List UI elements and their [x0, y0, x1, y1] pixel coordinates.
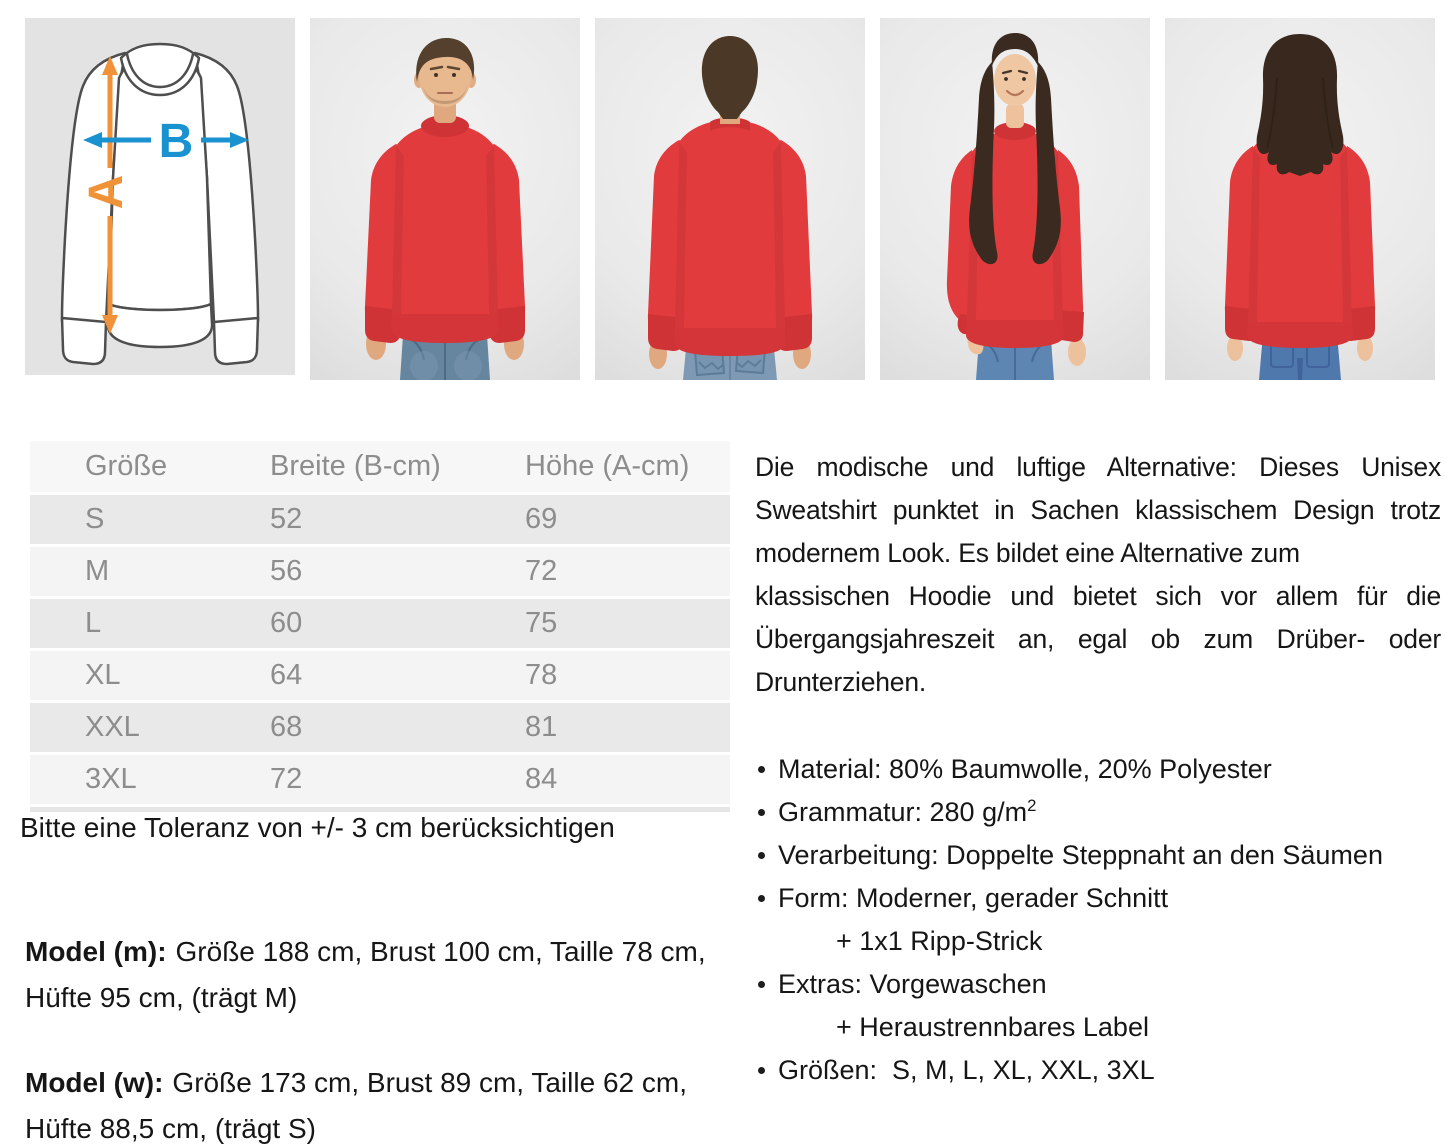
col-header-breite: Breite (B-cm)	[270, 450, 441, 482]
feature-extras-continuation: + Heraustrennbares Label	[836, 1012, 1149, 1042]
size-diagram-panel	[25, 18, 295, 375]
cell-size: L	[85, 607, 102, 639]
model-male-measurements: Größe 188 cm, Brust 100 cm, Taille 78 cm, Hüfte 95 cm, (trägt M)	[25, 936, 706, 1013]
cell-hoehe: 69	[525, 503, 558, 535]
feature-form-continuation: + 1x1 Ripp-Strick	[836, 926, 1043, 956]
feature-groessen: Größen: S, M, L, XL, XXL, 3XL	[755, 1049, 1441, 1092]
size-table	[30, 441, 730, 812]
product-photo-woman-back	[1165, 18, 1435, 380]
cell-hoehe: 81	[525, 711, 558, 743]
feature-extras: Extras: Vorgewaschen + Heraustrennbares Label	[755, 963, 1441, 1049]
table-row-l	[30, 599, 730, 648]
cell-hoehe: 72	[525, 555, 558, 587]
feature-form: Form: Moderner, gerader Schnitt + 1x1 Ripp-Strick	[755, 877, 1441, 963]
table-row-xl	[30, 651, 730, 700]
cell-breite: 68	[270, 711, 303, 743]
description-paragraph-2: klassischen Hoodie und bietet sich vor allem für die Übergangsjahreszeit an, egal ob zum Drüber- oder Drunterziehen.	[755, 581, 1441, 697]
feature-list	[755, 748, 1441, 1092]
model-male-label: Model (m):	[25, 936, 167, 967]
cell-breite: 60	[270, 607, 303, 639]
model-info-female	[25, 1060, 725, 1145]
feature-grammatur: Grammatur: 280 $g/m^2$	[755, 791, 1441, 834]
size-table-header	[30, 441, 730, 492]
woman-back-figure	[1165, 18, 1435, 380]
man-front-figure	[310, 18, 580, 380]
description-paragraph-1: Die modische und luftige Alternative: Dieses Unisex Sweatshirt punktet in Sachen klassischem Design trotz modernem Look. Es bildet eine Alternative zum	[755, 452, 1441, 568]
cell-size: 3XL	[85, 763, 137, 795]
cell-breite: 52	[270, 503, 303, 535]
model-female-measurements: Größe 173 cm, Brust 89 cm, Taille 62 cm, Hüfte 88,5 cm, (trägt S)	[25, 1067, 687, 1144]
product-gallery	[25, 18, 1435, 380]
product-photo-man-front	[310, 18, 580, 380]
model-female-label: Model (w):	[25, 1067, 164, 1098]
cell-size: XXL	[85, 711, 140, 743]
tolerance-note: Bitte eine Toleranz von +/- 3 cm berücksichtigen	[20, 812, 615, 843]
woman-front-figure	[880, 18, 1150, 380]
model-info-male	[25, 929, 725, 1021]
cell-hoehe: 78	[525, 659, 558, 691]
sweatshirt-measurement-diagram	[25, 18, 295, 375]
table-row-m	[30, 547, 730, 596]
cell-size: S	[85, 503, 105, 535]
cell-breite: 64	[270, 659, 303, 691]
table-row-xxl	[30, 703, 730, 752]
table-row-s	[30, 495, 730, 544]
table-row-3xl	[30, 755, 730, 804]
feature-material: Material: 80% Baumwolle, 20% Polyester	[755, 748, 1441, 791]
man-back-figure	[595, 18, 865, 380]
product-photo-woman-front	[880, 18, 1150, 380]
cell-breite: 72	[270, 763, 303, 795]
cell-size: M	[85, 555, 110, 587]
cell-hoehe: 84	[525, 763, 558, 795]
col-header-hoehe: Höhe (A-cm)	[525, 450, 690, 482]
col-header-groesse: Größe	[85, 450, 168, 482]
cell-hoehe: 75	[525, 607, 558, 639]
cell-size: XL	[85, 659, 121, 691]
height-label: A	[80, 174, 133, 210]
cell-breite: 56	[270, 555, 303, 587]
product-description-column	[755, 446, 1441, 1092]
superscript-2: 2	[1027, 796, 1037, 815]
feature-verarbeitung: Verarbeitung: Doppelte Steppnaht an den Säumen	[755, 834, 1441, 877]
width-label: B	[158, 115, 194, 168]
product-photo-man-back	[595, 18, 865, 380]
